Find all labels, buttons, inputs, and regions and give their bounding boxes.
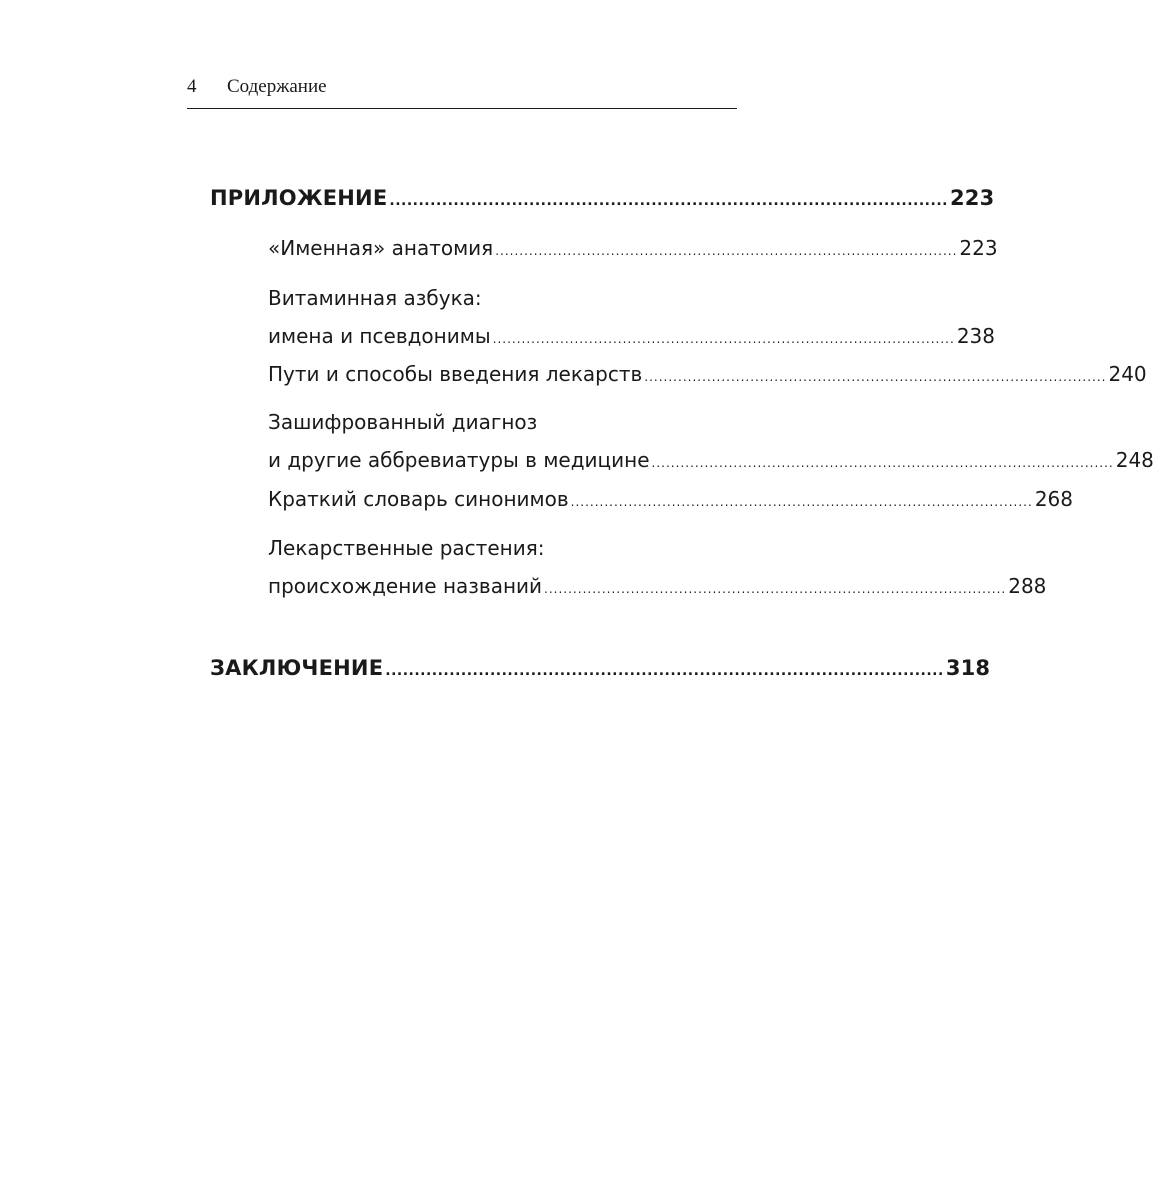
toc-page-number: 223 xyxy=(949,186,995,210)
toc-entry-label-cont: и другие аббревиатуры в медицине xyxy=(268,448,650,472)
toc-entry[interactable] xyxy=(268,529,1047,608)
toc-entry[interactable] xyxy=(268,355,1147,396)
dot-leader: ................................................................................................ xyxy=(385,663,944,679)
toc-entry[interactable] xyxy=(268,229,998,270)
toc-page-number: 240 xyxy=(1108,362,1147,386)
dot-leader: ................................................................................................ xyxy=(651,456,1114,470)
toc-page-number: 248 xyxy=(1115,448,1154,472)
toc-entry-label: «Именная» анатомия xyxy=(268,236,494,260)
toc-page-number: 288 xyxy=(1008,574,1047,598)
toc-entry[interactable] xyxy=(268,403,1154,482)
dot-leader: ................................................................................................ xyxy=(544,582,1007,596)
toc-entry-conclusion[interactable] xyxy=(210,656,991,680)
toc-entry-appendix[interactable] xyxy=(210,186,995,210)
dot-leader: ................................................................................................ xyxy=(570,495,1033,509)
toc-entry-label-cont: имена и псевдонимы xyxy=(268,324,491,348)
toc-entry-label: ЗАКЛЮЧЕНИЕ xyxy=(210,656,384,680)
toc-entry-label-cont: происхождение названий xyxy=(268,574,543,598)
toc-entry-label: Зашифрованный диагноз xyxy=(268,410,538,434)
toc-entry-label: Лекарственные растения: xyxy=(268,536,545,560)
toc-entry-label: Пути и способы введения лекарств xyxy=(268,362,643,386)
running-title: Содержание xyxy=(227,76,327,97)
dot-leader: ................................................................................................ xyxy=(495,244,958,258)
dot-leader: ................................................................................................ xyxy=(389,193,948,209)
toc-entry[interactable] xyxy=(268,480,1073,521)
toc-page-number: 268 xyxy=(1034,487,1073,511)
toc-page-number: 318 xyxy=(945,656,991,680)
toc-page-number: 238 xyxy=(956,324,995,348)
dot-leader: ................................................................................................ xyxy=(492,332,955,346)
page-number: 4 xyxy=(187,76,197,97)
toc-entry-label: ПРИЛОЖЕНИЕ xyxy=(210,186,388,210)
toc-entry-label: Витаминная азбука: xyxy=(268,286,482,310)
toc-entry[interactable] xyxy=(268,279,995,358)
toc-page-number: 223 xyxy=(959,236,998,260)
toc-entry-label: Краткий словарь синонимов xyxy=(268,487,569,511)
dot-leader: ................................................................................................ xyxy=(644,370,1107,384)
